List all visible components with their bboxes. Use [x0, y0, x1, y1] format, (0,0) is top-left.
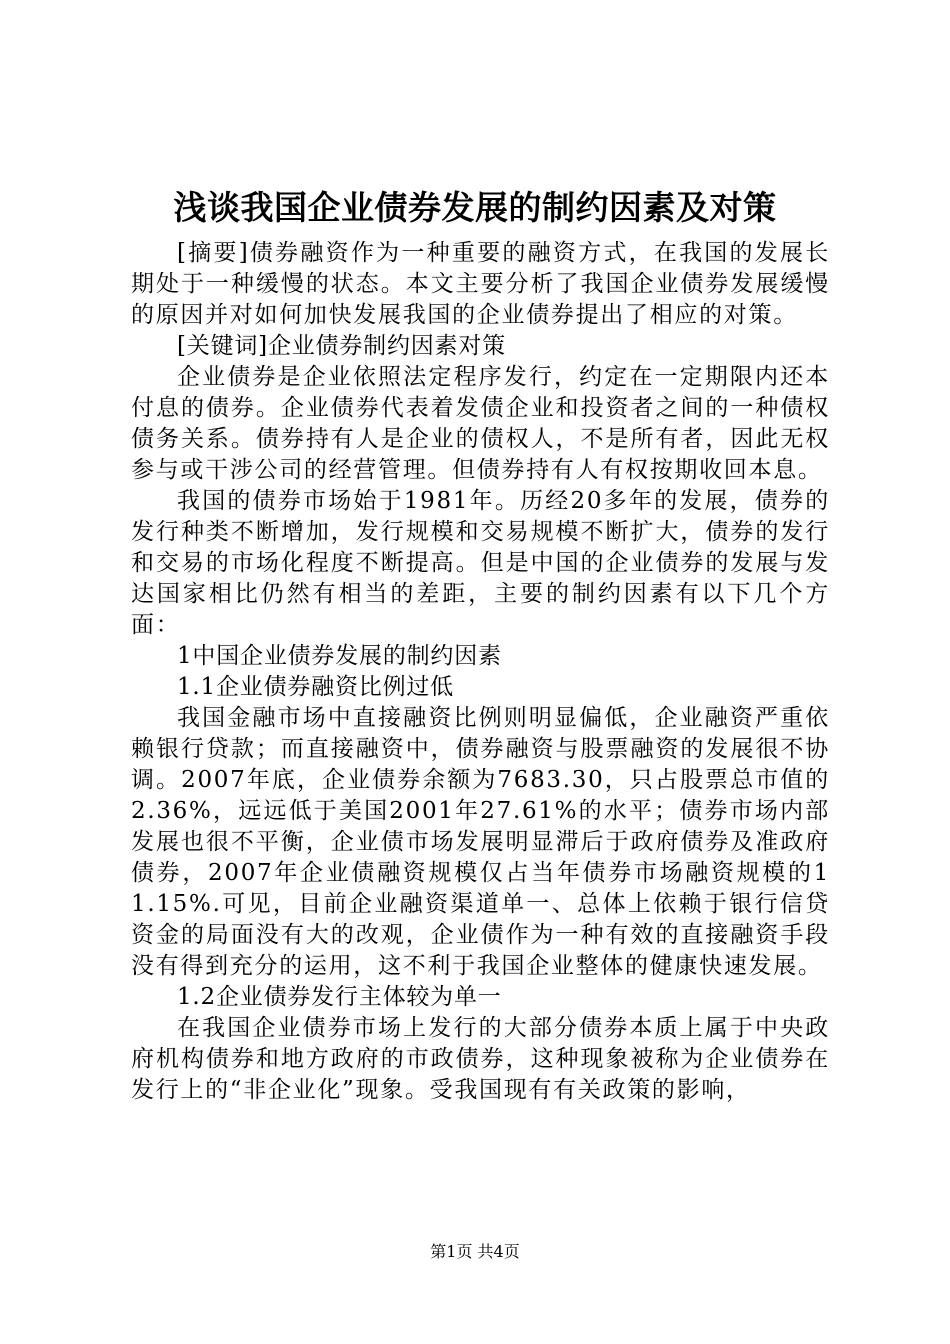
keywords-paragraph: [关键词]企业债券制约因素对策 — [177, 333, 506, 359]
page-footer: 第1页 共4页 — [430, 1242, 520, 1261]
subsection-heading: 1.1企业债券融资比例过低 — [177, 674, 454, 700]
abstract-paragraph: [摘要]债券融资作为一种重要的融资方式，在我国的发展长期处于一种缓慢的状态。本文主要分析了我国企业债券发展缓慢的原因并对如何加快发展我国的企业债券提出了相应的对策。 — [131, 240, 830, 328]
body-paragraph: 企业债券是企业依照法定程序发行，约定在一定期限内还本付息的债券。企业债券代表着发债企业和投资者之间的一种债权债务关系。债券持有人是企业的债权人，不是所有者，因此无权参与或干涉公司的经营管理。但债券持有人有权按期收回本息。 — [131, 364, 830, 483]
body-paragraph: 在我国企业债券市场上发行的大部分债券本质上属于中央政府机构债券和地方政府的市政债券，这种现象被称为企业债券在发行上的“非企业化”现象。受我国现有有关政策的影响， — [131, 1015, 830, 1103]
document-title: 浅谈我国企业债券发展的制约因素及对策 — [173, 188, 777, 227]
body-paragraph: 我国的债券市场始于1981年。历经20多年的发展，债券的发行种类不断增加，发行规模和交易规模不断扩大，债券的发行和交易的市场化程度不断提高。但是中国的企业债券的发展与发达国家相比仍然有相当的差距，主要的制约因素有以下几个方面： — [131, 488, 830, 638]
document-body — [131, 238, 830, 1106]
section-heading: 1中国企业债券发展的制约因素 — [177, 643, 502, 669]
body-paragraph: 我国金融市场中直接融资比例则明显偏低，企业融资严重依赖银行贷款；而直接融资中，债券融资与股票融资的发展很不协调。2007年底，企业债券余额为7683.30，只占股票总市值的2.36%，远远低于美国2001年27.61%的水平；债券市场内部发展也很不平衡，企业债市场发展明显滞后于政府债券及准政府债券，2007年企业债融资规模仅占当年债券市场融资规模的11.15%.可见，目前企业融资渠道单一、总体上依赖于银行信贷资金的局面没有大的改观，企业债作为一种有效的直接融资手段没有得到充分的运用，这不利于我国企业整体的健康快速发展。 — [131, 705, 830, 979]
subsection-heading: 1.2企业债券发行主体较为单一 — [177, 984, 502, 1010]
